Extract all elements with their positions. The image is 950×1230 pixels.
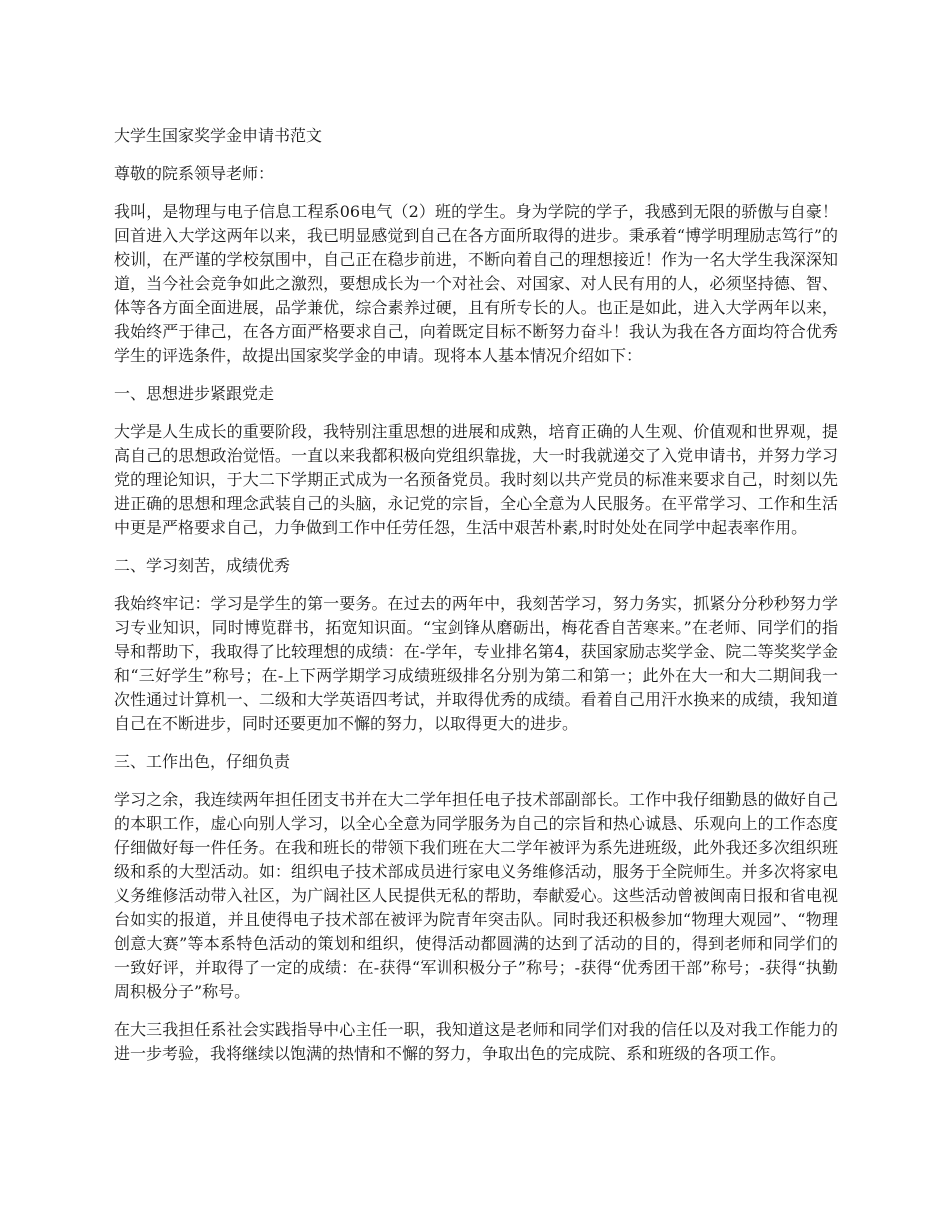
- section-paragraph-work-2: 在大三我担任系社会实践指导中心主任一职，我知道这是老师和同学们对我的信任以及对我工作能力的进一步考验，我将继续以饱满的热情和不懈的努力，争取出色的完成院、系和班级的各项工作。: [114, 1020, 838, 1063]
- document-title: 大学生国家奖学金申请书范文: [114, 126, 323, 145]
- intro-paragraph: 我叫，是物理与电子信息工程系06电气（2）班的学生。身为学院的学子，我感到无限的骄傲与自豪！回首进入大学这两年以来，我已明显感觉到自己在各方面所取得的进步。秉承着“博学明理励志笃行”的校训，在严谨的学校氛围中，自己正在稳步前进，不断向着自己的理想接近！作为一名大学生我深深知道，当今社会竞争如此之激烈，要想成长为一个对社会、对国家、对人民有用的人，必须坚持德、智、体等各方面全面进展，品学兼优，综合素养过硬，且有所专长的人。也正是如此，进入大学两年以来，我始终严于律己，在各方面严格要求自己，向着既定目标不断努力奋斗！我认为我在各方面均符合优秀学生的评选条件，故提出国家奖学金的申请。现将本人基本情况介绍如下：: [114, 202, 838, 365]
- document-page: [114, 124, 838, 1080]
- greeting: 尊敬的院系领导老师：: [114, 164, 275, 183]
- section-heading-thought: 一、思想进步紧跟党走: [114, 384, 275, 403]
- section-heading-study: 二、学习刻苦，成绩优秀: [114, 556, 291, 575]
- section-paragraph-study: 我始终牢记：学习是学生的第一要务。在过去的两年中，我刻苦学习，努力务实，抓紧分分秒秒努力学习专业知识，同时博览群书，拓宽知识面。“宝剑锋从磨砺出，梅花香自苦寒来。”在老师、同学们的指导和帮助下，我取得了比较理想的成绩：在-学年，专业排名第4，获国家励志奖学金、院二等奖奖学金和“三好学生”称号；在-上下两学期学习成绩班级排名分别为第二和第一；此外在大一和大二期间我一次性通过计算机一、二级和大学英语四考试，并取得优秀的成绩。看着自己用汗水换来的成绩，我知道自己在不断进步，同时还要更加不懈的努力，以取得更大的进步。: [114, 594, 838, 733]
- section-paragraph-thought: 大学是人生成长的重要阶段，我特别注重思想的进展和成熟，培育正确的人生观、价值观和世界观，提高自己的思想政治觉悟。一直以来我都积极向党组织靠拢，大一时我就递交了入党申请书，并努力学习党的理论知识，于大二下学期正式成为一名预备党员。我时刻以共产党员的标准来要求自己，时刻以先进正确的思想和理念武装自己的头脑，永记党的宗旨，全心全意为人民服务。在平常学习、工作和生活中更是严格要求自己，力争做到工作中任劳任怨，生活中艰苦朴素,时时处处在同学中起表率作用。: [114, 422, 838, 537]
- section-paragraph-work: 学习之余，我连续两年担任团支书并在大二学年担任电子技术部副部长。工作中我仔细勤恳的做好自己的本职工作，虚心向别人学习，以全心全意为同学服务为自己的宗旨和热心诚恳、乐观向上的工作态度仔细做好每一件任务。在我和班长的带领下我们班在大二学年被评为系先进班级，此外我还多次组织班级和系的大型活动。如：组织电子技术部成员进行家电义务维修活动，服务于全院师生。并多次将家电义务维修活动带入社区，为广阔社区人民提供无私的帮助，奉献爱心。这些活动曾被闽南日报和省电视台如实的报道，并且使得电子技术部在被评为院青年突击队。同时我还积极参加“物理大观园”、“物理创意大赛”等本系特色活动的策划和组织，使得活动都圆满的达到了活动的目的，得到老师和同学们的一致好评，并取得了一定的成绩：在-获得“军训积极分子”称号；-获得“优秀团干部”称号；-获得“执勤周积极分子”称号。: [114, 790, 838, 1001]
- section-heading-work: 三、工作出色，仔细负责: [114, 752, 291, 771]
